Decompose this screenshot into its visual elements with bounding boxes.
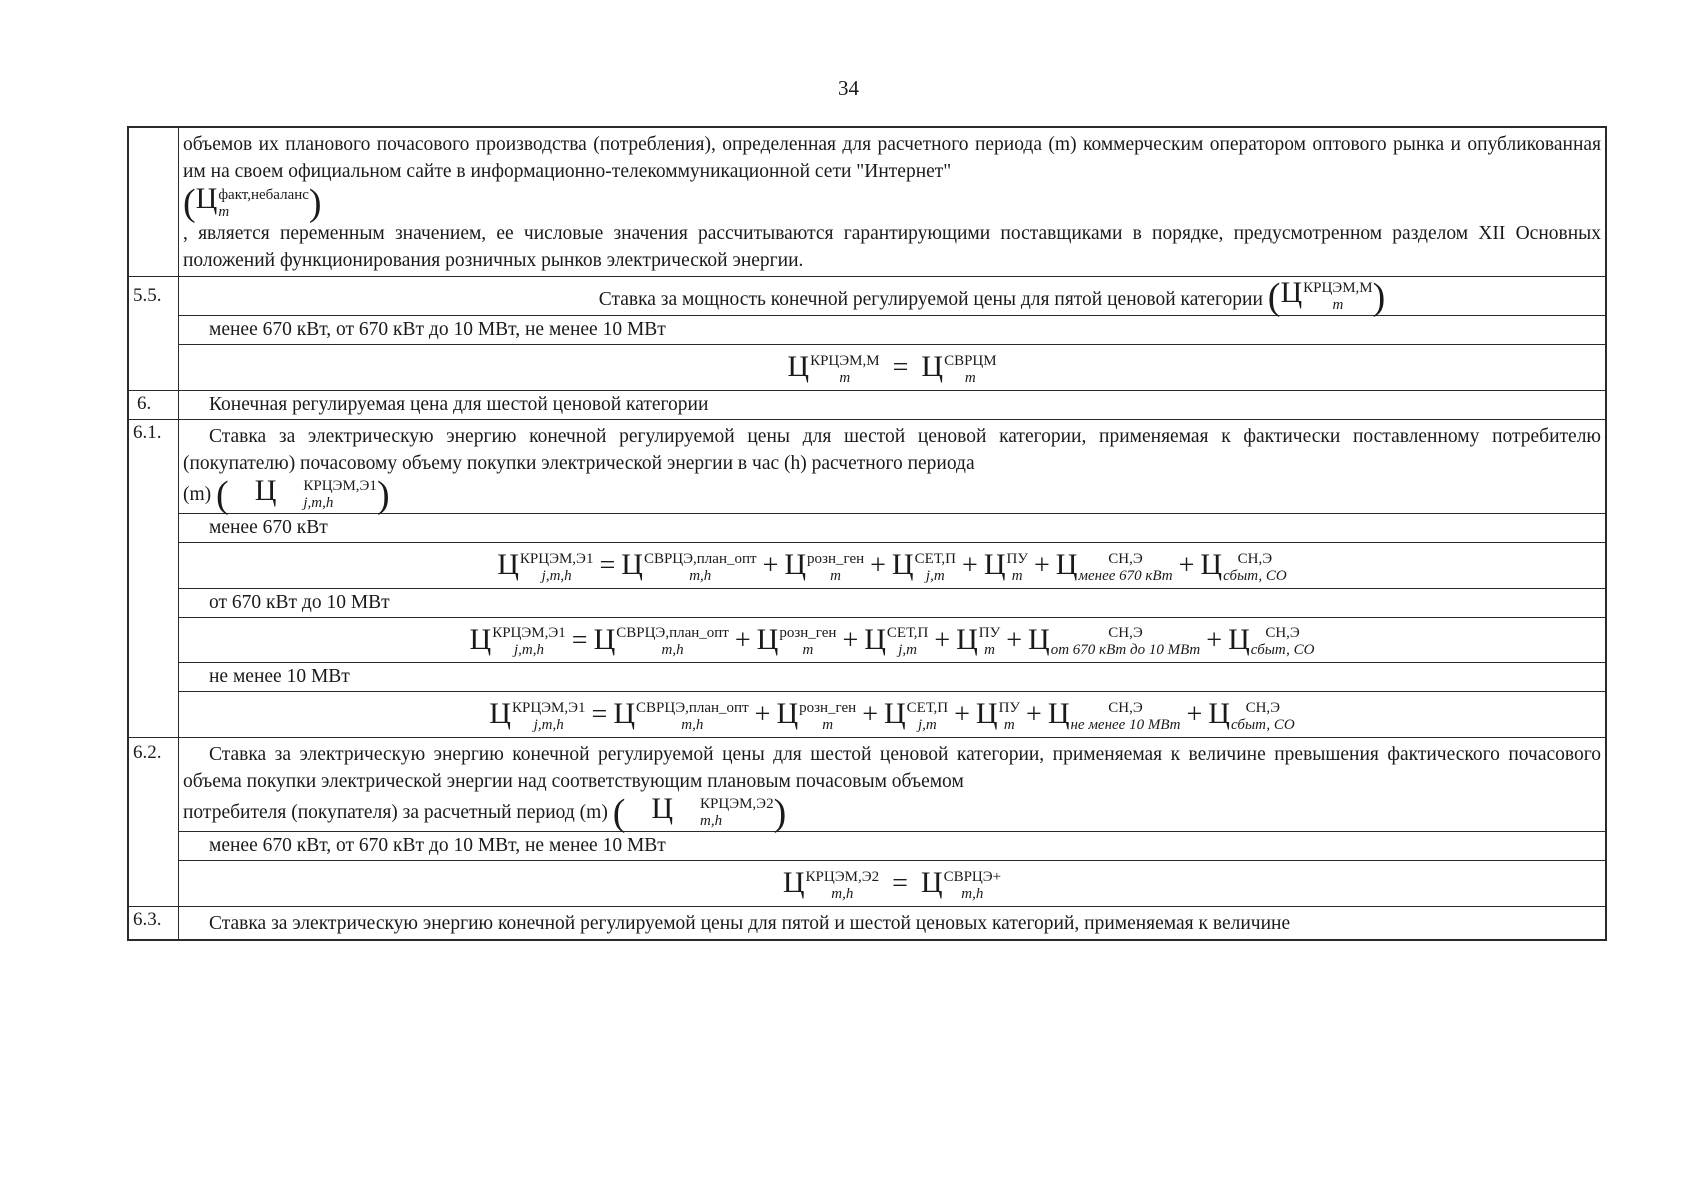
row-number: 5.5. [129,277,179,390]
formula-term: Ц СН,Э сбыт, СО [1200,548,1287,584]
section-text-6-3: Ставка за электрическую энергию конечной регулируемой цены для пятой и шестой ценовых категорий, применяемая к величине [209,913,1291,935]
formula-term: Ц розн_ген m [776,697,857,733]
formula-operator: + [1026,699,1042,731]
capacity-range-label: не менее 10 МВт [179,662,1605,691]
formula-operator: = [571,624,588,656]
formula-term: Ц ПУ m [983,548,1028,584]
formula-6-1 [179,542,1605,588]
symbol-fakt-nebalans: Ц факт,небаланс m [195,182,309,220]
formula-operator: + [962,550,978,582]
section-title-6: Конечная регулируемая цена для шестой ценовой категории [209,393,709,415]
row-5-5 [129,276,1605,390]
capacity-range-label: менее 670 кВт, от 670 кВт до 10 МВт, не менее 10 МВт [179,315,1605,344]
formula-operator: + [734,624,751,656]
formula-operator: + [1178,550,1195,582]
formula-operator: + [754,699,771,731]
formula-operator: + [842,624,859,656]
row-6-2 [129,737,1605,906]
formula-operator: + [934,624,951,656]
formula-term: Ц СЕТ,П j,m [864,622,929,659]
intro-text-2: , является переменным значением, ее числовые значения рассчитываются гарантирующими поставщиками в порядке, предусмотренном разделом XII Основных положений функционирования розничных рынков электрической энергии. [183,222,1601,271]
intro-text-1: объемов их планового почасового производства (потребления), определенная для расчетного периода (m) коммерческим оператором оптового рынка и опубликованная им на своем официальном сайте в информационно-телекоммуникационной сети "Интернет" [183,134,1601,182]
page-number: 34 [838,76,859,100]
formula-operator: = [599,550,616,582]
symbol-krcem-e1: Ц КРЦЭМ,Э1 j,m,h [254,473,377,512]
formula-term: Ц КРЦЭМ,Э1 j,m,h [497,548,594,584]
formula-term: Ц СН,Э сбыт, СО [1208,697,1295,733]
formula-operator: + [1033,550,1050,582]
formula-term: Ц СН,Э менее 670 кВт [1055,548,1173,584]
formula-term: Ц СЕТ,П j,m [891,548,957,584]
formula-term: Ц СЕТ,П j,m [884,697,949,733]
formula-rows-6-1 [179,513,1605,737]
row-6-3 [129,906,1605,939]
formula-term: Ц розн_ген m [756,622,837,659]
section-text-6-1: Ставка за электрическую энергию конечной регулируемой цены для шестой ценовой категории, применяемая к фактически поставленному потребителю (покупателю) почасовому объему покупки электрической энергии в час (h) расчетного периода (m) ( Ц КРЦЭМ,Э1 j,m,h ) [183,425,1601,516]
formula-operator: + [1206,624,1223,656]
formula-operator: + [1186,699,1203,731]
formula-6-2: Ц КРЦЭМ,Э2 m,h = Ц СВРЦЭ+ m,h [179,860,1605,906]
formula-operator: + [954,699,970,731]
formula-operator: + [762,550,779,582]
row-number [129,128,179,276]
formula-term: Ц СВРЦЭ,план_опт m,h [613,697,749,733]
row-number: 6.3. [129,907,179,939]
row-number: 6. [129,391,179,419]
symbol-krcem-e2: Ц КРЦЭМ,Э2 m,h [651,791,774,830]
formula-term: Ц СН,Э от 670 кВт до 10 МВт [1028,622,1201,659]
section-text-6-2: Ставка за электрическую энергию конечной регулируемой цены для шестой ценовой категории, применяемая к величине превышения фактического почасового объема покупки электрической энергии над соответствующим плановым почасовым объемом потребителя (покупателя) за расчетный период (m) ( Ц КРЦЭМ,Э2 m,h ) [183,743,1601,834]
formula-operator: = [591,699,608,731]
capacity-range-label: менее 670 кВт, от 670 кВт до 10 МВт, не менее 10 МВт [179,831,1605,860]
row-number: 6.2. [129,738,179,906]
symbol-krcem-m: Ц КРЦЭМ,М m [1280,275,1373,314]
intro-paragraph: объемов их планового почасового производства (потребления), определенная для расчетного периода (m) коммерческим оператором оптового рынка и опубликованная им на своем официальном сайте в информационно-телекоммуникационной сети "Интернет" (Ц факт,небаланс m ) , является переменным значением, ее числовые значения рассчитываются гарантирующими поставщиками в порядке, предусмотренном разделом XII Основных положений функционирования розничных рынков электрической энергии. [183,134,1601,271]
formula-term: Ц СН,Э сбыт, СО [1228,622,1315,659]
capacity-range-label: менее 670 кВт [179,513,1605,542]
row-intro [129,128,1605,276]
row-6-1 [129,419,1605,737]
formula-term: Ц ПУ m [975,697,1021,733]
formula-6-1 [179,691,1605,737]
formula-6-1 [179,617,1605,663]
section-title-5-5: Ставка за мощность конечной регулируемой цены для пятой ценовой категории (Ц КРЦЭМ,М m ) [598,275,1386,318]
formula-term: Ц СВРЦЭ,план_опт m,h [593,622,729,659]
formula-operator: + [870,550,886,582]
formula-term: Ц ПУ m [956,622,1001,659]
formula-term: Ц СВРЦЭ,план_опт m,h [621,548,757,584]
formula-term: Ц КРЦЭМ,Э1 j,m,h [489,697,586,733]
capacity-range-label: от 670 кВт до 10 МВт [179,588,1605,617]
row-number: 6.1. [129,420,179,737]
formula-5-5: Ц КРЦЭМ,М m = Ц СВРЦМ m [179,344,1605,390]
formula-operator: + [862,699,878,731]
row-6 [129,390,1605,419]
formula-operator: + [1006,624,1023,656]
formula-term: Ц розн_ген m [784,548,865,584]
formula-term: Ц СН,Э не менее 10 МВт [1047,697,1181,733]
formula-term: Ц КРЦЭМ,Э1 j,m,h [469,622,566,659]
tariff-table [127,126,1607,941]
